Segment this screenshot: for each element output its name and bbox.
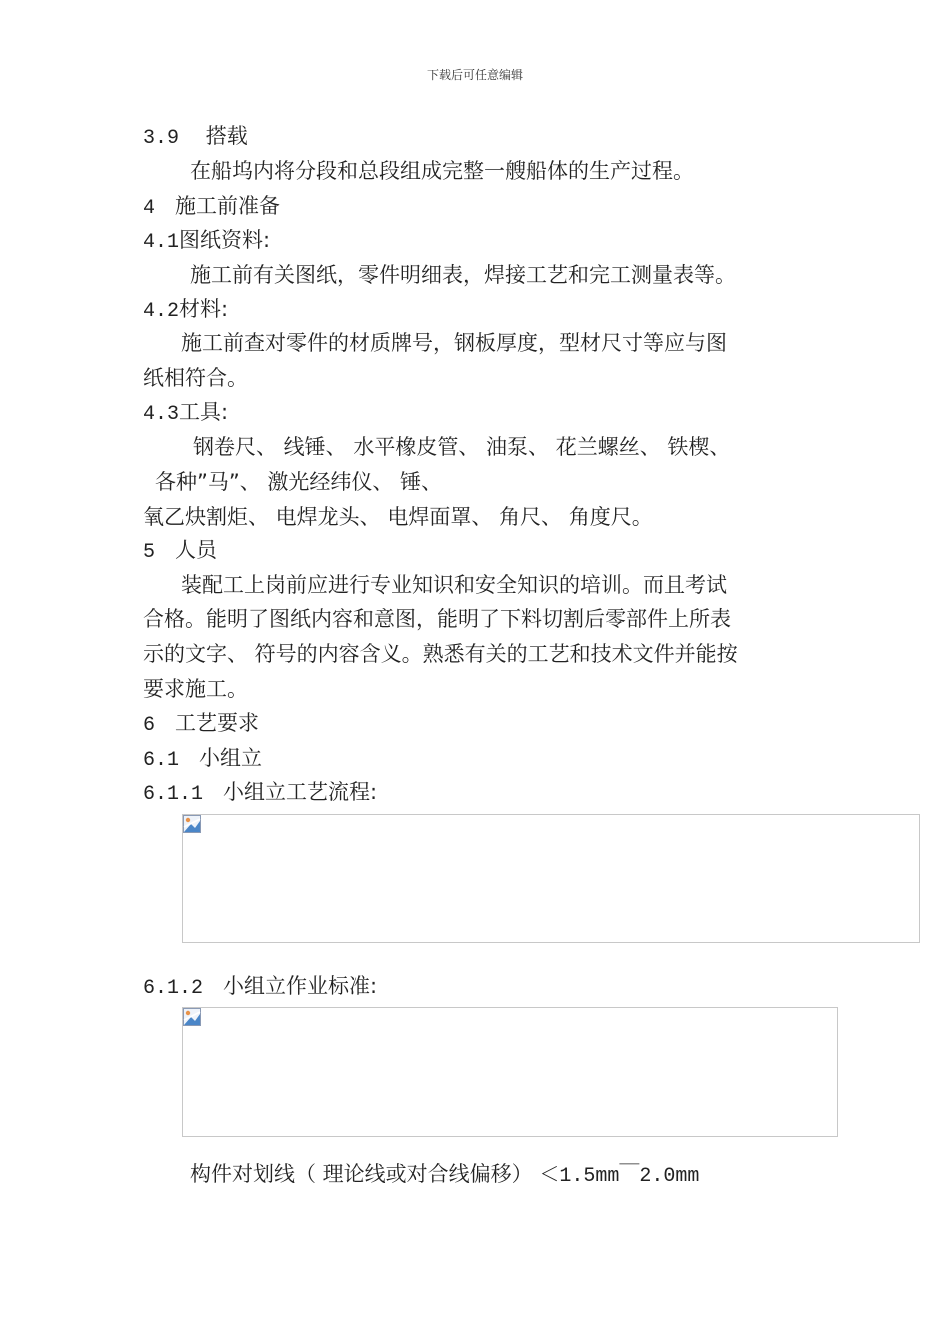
section-number: 4 (143, 197, 156, 220)
section-number: 5 (143, 541, 156, 564)
tolerance-label: 构件对划线（ 理论线或对合线偏移） (190, 1162, 540, 1186)
section-title: 材料: (179, 297, 229, 321)
section-4-2-heading (143, 295, 228, 326)
tools-line-2: 各种”马”、 激光经纬仪、 锤、 (155, 470, 443, 494)
broken-image-icon (183, 815, 201, 833)
section-title: 工艺要求 (175, 711, 260, 735)
section-number: 4.1 (143, 231, 180, 254)
work-standard-image (182, 1007, 838, 1137)
section-title: 搭载 (205, 124, 248, 148)
section-5-body-line3: 示的文字、 符号的内容含义。熟悉有关的工艺和技术文件并能按 (143, 642, 738, 666)
section-title: 图纸资料: (179, 228, 271, 252)
section-3-9-body: 在船坞内将分段和总段组成完整一艘船体的生产过程。 (190, 159, 694, 183)
section-4-3-heading (143, 398, 228, 429)
page-header: 下载后可任意编辑 (426, 68, 523, 82)
section-title: 施工前准备 (175, 194, 281, 218)
section-6-1-2-heading (143, 972, 377, 1003)
section-5-body-line1: 装配工上岗前应进行专业知识和安全知识的培训。而且考试 (181, 573, 727, 597)
section-6-1-1-heading (143, 778, 377, 809)
section-5-heading (143, 536, 217, 567)
section-4-2-body-line2: 纸相符合。 (143, 366, 248, 390)
section-4-1-heading (143, 226, 270, 257)
section-title: 工具: (179, 400, 229, 424)
section-number: 4.2 (143, 300, 180, 323)
section-number: 6.1.2 (143, 977, 204, 1000)
tools-line-1: 钢卷尺、 线锤、 水平橡皮管、 油泵、 花兰螺丝、 铁楔、 (193, 435, 731, 459)
broken-image-icon (183, 1008, 201, 1026)
tolerance-value: ＜1.5mm￣2.0mm (539, 1165, 700, 1188)
section-title: 小组立 (199, 746, 263, 770)
section-6-1-heading (143, 744, 262, 775)
section-number: 4.3 (143, 403, 180, 426)
section-number: 3.9 (143, 127, 180, 150)
section-4-1-body: 施工前有关图纸，零件明细表，焊接工艺和完工测量表等。 (190, 263, 736, 287)
tools-line-3: 氧乙炔割炬、 电焊龙头、 电焊面罩、 角尺、 角度尺。 (143, 505, 653, 529)
process-flow-image (182, 814, 920, 943)
section-4-2-body-line1: 施工前查对零件的材质牌号，钢板厚度，型材尺寸等应与图 (181, 331, 727, 355)
section-4-heading (143, 192, 280, 223)
section-number: 6 (143, 714, 156, 737)
member-marking-tolerance (190, 1160, 699, 1191)
section-6-heading (143, 709, 259, 740)
section-title: 小组立作业标准: (223, 974, 378, 998)
section-3-9-heading (143, 122, 248, 153)
section-title: 人员 (175, 538, 218, 562)
section-number: 6.1.1 (143, 783, 204, 806)
section-5-body-line2: 合格。能明了图纸内容和意图，能明了下料切割后零部件上所表 (143, 607, 731, 631)
section-5-body-line4: 要求施工。 (143, 677, 248, 701)
section-title: 小组立工艺流程: (223, 780, 378, 804)
section-number: 6.1 (143, 749, 180, 772)
